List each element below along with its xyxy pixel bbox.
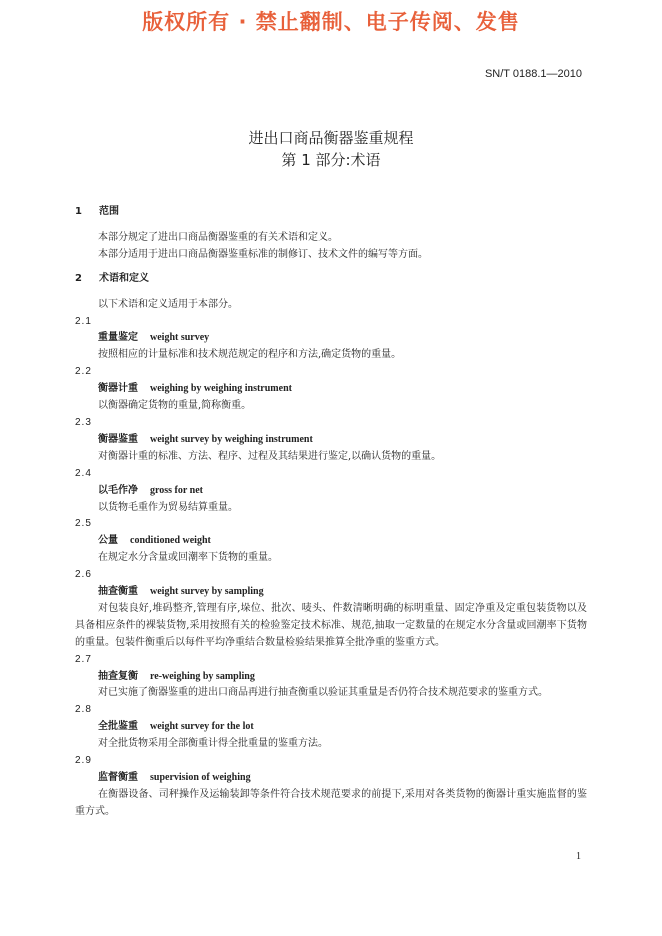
section-heading (75, 204, 587, 221)
term-number: 2.5 (75, 518, 92, 530)
title-main: 进出口商品衡器鉴重规程 (248, 129, 414, 147)
term-number: 2.1 (75, 315, 92, 327)
term-definition: 对已实施了衡器鉴重的进出口商品再进行抽查衡重以验证其重量是否仍符合技术规范要求的鉴重方式。 (98, 687, 548, 699)
section-number: 1 (75, 206, 82, 217)
term-number: 2.9 (75, 755, 92, 767)
term-english: conditioned weight (130, 535, 211, 547)
term-number: 2.7 (75, 653, 92, 665)
term-english: weight survey by weighing instrument (150, 433, 313, 445)
term-heading (75, 483, 587, 500)
section-number: 2 (75, 272, 82, 284)
term-english: weight survey for the lot (150, 721, 254, 733)
term-english: re-weighing by sampling (150, 670, 255, 682)
term-chinese: 衡器鉴重 (98, 433, 138, 445)
term-chinese: 重量鉴定 (98, 332, 138, 344)
section-heading (75, 271, 587, 288)
term-definition: 在规定水分含量或回潮率下货物的重量。 (98, 552, 278, 564)
term-english: weighing by weighing instrument (150, 383, 292, 395)
term-chinese: 抽查复衡 (98, 670, 138, 682)
term-english: weight survey (150, 332, 210, 344)
term-chinese: 监督衡重 (98, 772, 138, 783)
term-definition: 对全批货物采用全部衡重计得全批重量的鉴重方法。 (98, 738, 328, 750)
title-part: 第 1 部分:术语 (281, 151, 381, 169)
section-title: 范围 (99, 206, 119, 217)
term-definition: 对衡器计重的标准、方法、程序、过程及其结果进行鉴定,以确认货物的重量。 (98, 450, 442, 462)
term-number: 2.3 (75, 416, 92, 428)
term-definition: 以货物毛重作为贸易结算重量。 (98, 501, 238, 513)
term-english: weight survey by sampling (150, 586, 264, 598)
term-number: 2.6 (75, 569, 92, 581)
term-english: gross for net (150, 484, 203, 496)
term-heading (75, 381, 587, 398)
page-number: 1 (576, 851, 581, 862)
term-heading (75, 770, 587, 787)
term-chinese: 全批鉴重 (98, 721, 138, 733)
term-chinese: 衡器计重 (98, 383, 138, 395)
term-heading (75, 432, 587, 449)
term-heading (75, 669, 587, 686)
term-heading (75, 533, 587, 550)
term-heading (75, 584, 587, 601)
term-definition: 对包装良好,堆码整齐,管理有序,垛位、批次、唛头、件数清晰明确的标明重量、固定净重及定重包装货物以及具备相应条件的裸装货物,采用按照有关的检验鉴定技术标准、规范,抽取一定数量的在规定水分含量或回潮率下货物的重量。包装件衡重后以每件平均净重结合数量检验结果推算全批净重的鉴重方式。 (75, 602, 587, 648)
term-heading (75, 330, 587, 347)
term-number: 2.8 (75, 704, 92, 716)
term-chinese: 以毛作净 (98, 484, 138, 496)
term-definition: 以衡器确定货物的重量,简称衡重。 (98, 400, 252, 412)
paragraph: 本部分适用于进出口商品衡器鉴重标准的制修订、技术文件的编写等方面。 (98, 248, 428, 260)
paragraph: 本部分规定了进出口商品衡器鉴重的有关术语和定义。 (98, 231, 338, 243)
term-definition: 按照相应的计量标准和技术规范规定的程序和方法,确定货物的重量。 (98, 349, 402, 361)
term-english: supervision of weighing (150, 772, 251, 783)
document-body (75, 204, 587, 821)
term-chinese: 抽查衡重 (98, 586, 138, 598)
document-title (0, 127, 662, 171)
term-number: 2.2 (75, 366, 92, 378)
term-heading (75, 719, 587, 736)
term-number: 2.4 (75, 467, 92, 479)
copyright-banner: 版权所有 · 禁止翻制、电子传阅、发售 (142, 10, 520, 34)
term-definition: 在衡器设备、司秤操作及运输装卸等条件符合技术规范要求的前提下,采用对各类货物的衡器计重实施监督的鉴重方式。 (75, 788, 587, 817)
section-title: 术语和定义 (99, 272, 149, 284)
standard-code: SN/T 0188.1—2010 (484, 68, 582, 80)
paragraph: 以下术语和定义适用于本部分。 (98, 298, 238, 310)
term-chinese: 公量 (98, 535, 118, 547)
